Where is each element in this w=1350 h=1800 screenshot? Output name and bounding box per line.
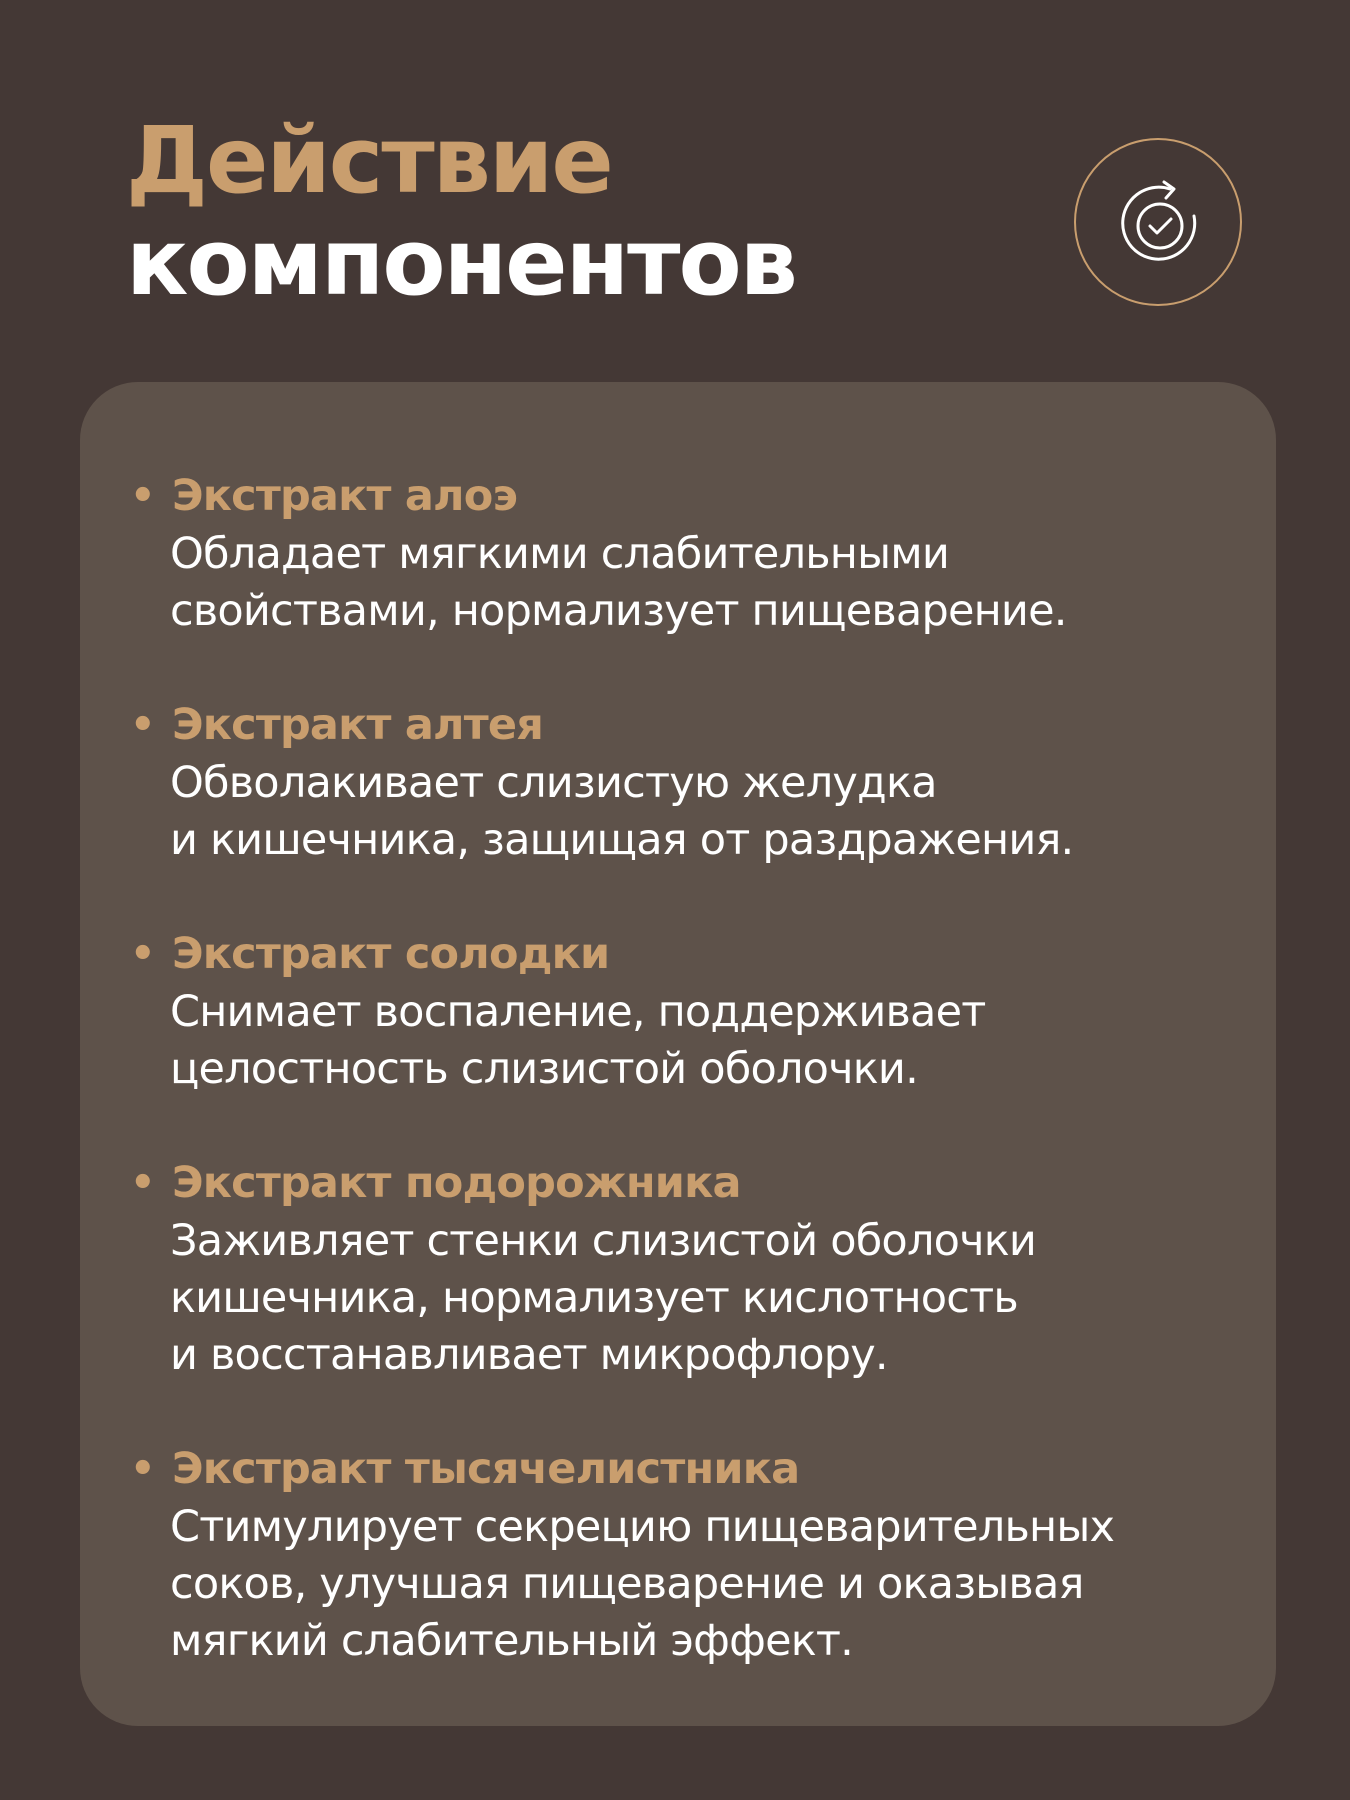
item-title: Экстракт алтея <box>172 700 544 750</box>
list-item <box>130 466 1240 640</box>
components-card <box>80 382 1276 1726</box>
item-title: Экстракт солодки <box>172 929 610 979</box>
item-description: Обволакивает слизистую желудка и кишечника, защищая от раздражения. <box>170 758 1074 865</box>
list-item <box>130 1439 1240 1670</box>
item-header <box>130 1153 1240 1213</box>
item-title: Экстракт тысячелистника <box>172 1444 800 1494</box>
title-line-accent: Действие <box>126 107 612 214</box>
bullet-icon: • <box>130 473 156 519</box>
item-title: Экстракт алоэ <box>172 471 518 521</box>
item-header <box>130 1439 1240 1499</box>
bullet-icon: • <box>130 931 156 977</box>
bullet-icon: • <box>130 1446 156 1492</box>
refresh-check-icon <box>1112 176 1208 272</box>
bullet-icon: • <box>130 1160 156 1206</box>
item-header <box>130 695 1240 755</box>
item-header <box>130 466 1240 526</box>
item-header <box>130 924 1240 984</box>
item-description: Стимулирует секрецию пищеварительных соков, улучшая пищеварение и оказывая мягкий слабительный эффект. <box>170 1502 1115 1666</box>
item-description: Заживляет стенки слизистой оболочки кишечника, нормализует кислотность и восстанавливает микрофлору. <box>170 1216 1037 1380</box>
title-line-main: компонентов <box>126 209 796 316</box>
item-title: Экстракт подорожника <box>172 1158 741 1208</box>
list-item <box>130 1153 1240 1384</box>
bullet-icon: • <box>130 702 156 748</box>
list-item <box>130 924 1240 1098</box>
item-description: Обладает мягкими слабительными свойствами, нормализует пищеварение. <box>170 529 1067 636</box>
list-item <box>130 695 1240 869</box>
components-list <box>130 466 1240 1670</box>
page-title <box>126 107 796 316</box>
badge-circle <box>1074 138 1242 306</box>
item-description: Снимает воспаление, поддерживает целостность слизистой оболочки. <box>170 987 986 1094</box>
